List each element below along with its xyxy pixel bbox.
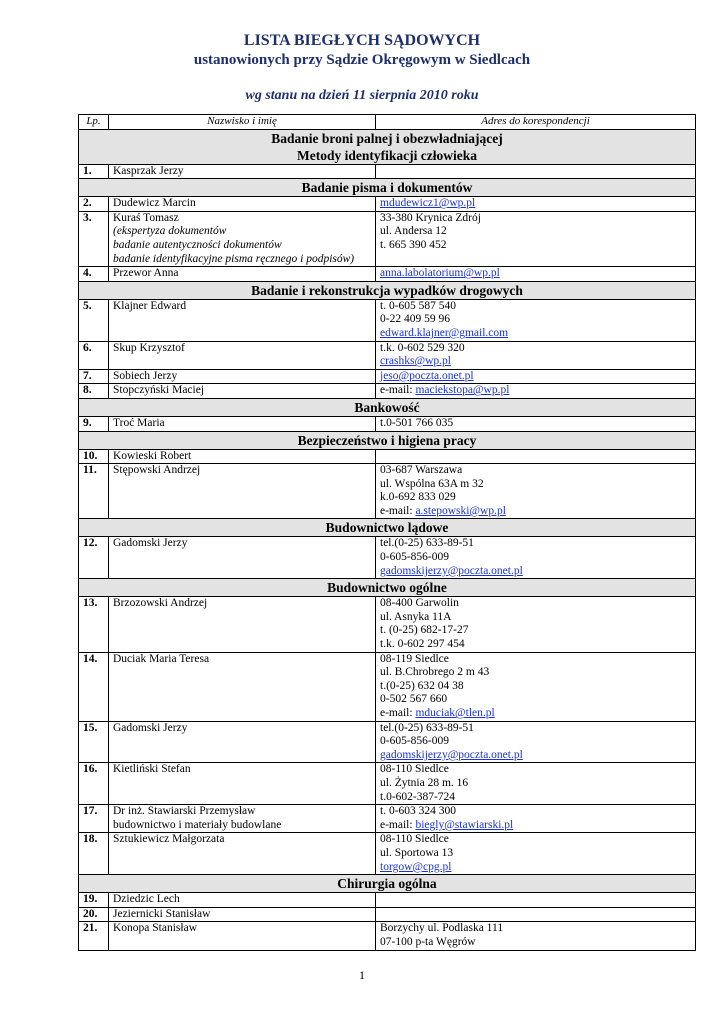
row-name-cell [109,537,376,579]
address-line [380,342,691,356]
address-line [380,805,691,819]
address-line [380,417,691,431]
address-text: ul. Asnyka 11A [380,610,452,623]
row-number: 5. [79,299,109,341]
address-text: 33-380 Krynica Zdrój [380,211,481,224]
expert-name-line: Sobiech Jerzy [113,369,178,382]
row-name-cell [109,597,376,652]
row-address-cell [376,833,696,875]
table-row [79,384,696,399]
row-number: 10. [79,449,109,464]
section-title [79,431,696,449]
email-link[interactable]: a.stepowski@wp.pl [415,504,506,517]
section-header-row [79,519,696,537]
address-line [380,819,691,833]
address-text: ul. Andersa 12 [380,225,447,238]
row-number: 16. [79,763,109,805]
expert-name-line: Kietliński Stefan [113,763,191,776]
address-text: edward.klajner@gmail.com [380,326,509,339]
address-line [380,551,691,565]
expert-name-line: Dziedzic Lech [113,893,180,906]
section-title-line: Badanie i rekonstrukcja wypadków drogowych [251,282,523,298]
address-line [380,597,691,611]
header-lp: Lp. [79,115,109,130]
section-title [79,519,696,537]
row-address-cell [376,211,696,266]
row-address-cell [376,907,696,922]
expert-name-line: Troć Maria [113,416,165,429]
row-number: 15. [79,721,109,763]
section-title-line: Bankowość [354,399,420,415]
row-address-cell [376,267,696,282]
expert-name-line: Brzozowski Andrzej [113,597,208,610]
expert-name-line: Stępowski Andrzej [113,464,201,477]
expert-name-line: Kasprzak Jerzy [113,164,184,177]
address-line [380,611,691,625]
table-row [79,267,696,282]
address-line [380,505,691,519]
address-text: 0-22 409 59 96 [380,313,450,326]
table-row [79,833,696,875]
section-title-line: Badanie pisma i dokumentów [301,180,473,196]
address-line [380,653,691,667]
email-link[interactable]: mduciak@tlen.pl [415,707,495,719]
table-row [79,721,696,763]
row-name-cell [109,164,376,179]
table-row [79,464,696,519]
table-row [79,652,696,721]
row-address-cell [376,164,696,179]
row-name-cell [109,652,376,721]
row-number: 6. [79,341,109,369]
row-address-cell [376,416,696,431]
row-name-cell [109,833,376,875]
address-text: k.0-692 833 029 [380,491,456,504]
expert-name-line: Sztukiewicz Małgorzata [113,833,225,846]
address-text: torgow@cpg.pl [380,860,452,873]
section-title [79,875,696,893]
row-address-cell [376,197,696,212]
email-link[interactable] [380,565,691,579]
row-address-cell [376,449,696,464]
address-line [380,763,691,777]
header-name: Nazwisko i imię [109,115,376,130]
address-text: 08-400 Garwolin [380,597,459,610]
table-row [79,597,696,652]
address-line [380,847,691,861]
expert-name-line: Skup Krzysztof [113,341,185,354]
row-address-cell [376,721,696,763]
email-link[interactable] [380,197,691,211]
address-text: t.(0-25) 632 04 38 [380,679,464,692]
row-number: 14. [79,652,109,721]
row-address-cell [376,922,696,950]
address-text: t.0-602-387-724 [380,790,456,803]
address-text: Borzychy ul. Podlaska 111 [380,922,504,935]
row-number: 20. [79,907,109,922]
address-line [380,707,691,721]
email-link[interactable] [380,370,691,384]
address-text: 08-110 Siedlce [380,833,449,846]
expert-name-line: Gadomski Jerzy [113,537,188,550]
section-header-row [79,875,696,893]
row-number: 8. [79,384,109,399]
address-text: tel.(0-25) 633-89-51 [380,537,474,550]
address-text: t. 0-605 587 540 [380,299,457,312]
row-name-cell [109,464,376,519]
row-name-cell [109,416,376,431]
section-header-row [79,281,696,299]
row-name-cell [109,369,376,384]
row-number: 21. [79,922,109,950]
row-address-cell [376,384,696,399]
document-title: LISTA BIEGŁYCH SĄDOWYCH [243,32,481,49]
email-link[interactable] [380,861,691,875]
section-header-row [79,179,696,197]
table-row [79,416,696,431]
table-row [79,341,696,369]
address-text: t. (0-25) 682-17-27 [380,624,469,637]
address-text: 0-502 567 660 [380,693,448,706]
row-number: 13. [79,597,109,652]
address-text: ul. Wspólna 63A m 32 [380,477,484,490]
row-name-cell [109,197,376,212]
email-link[interactable]: biegly@stawiarski.pl [415,818,514,831]
address-text: t. 665 390 452 [380,238,447,251]
address-line [380,680,691,694]
address-line [380,300,691,314]
address-text: e-mail: [380,504,416,517]
row-number: 1. [79,164,109,179]
table-row [79,805,696,833]
expert-name-line: Klajner Edward [113,299,187,312]
section-title-line: Badanie broni palnej i obezwładniającej [271,130,503,146]
experts-table [78,114,696,951]
row-number: 17. [79,805,109,833]
expert-name-line: Stopczyński Maciej [113,384,205,397]
section-title [79,579,696,597]
address-text: 07-100 p-ta Węgrów [380,935,476,948]
address-text: 0-605-856-009 [380,551,449,564]
row-name-cell [109,907,376,922]
address-line [380,478,691,492]
table-row [79,164,696,179]
row-name-cell [109,384,376,399]
address-line [380,537,691,551]
address-line [380,777,691,791]
table-row [79,537,696,579]
table-header-row [79,115,696,130]
row-address-cell [376,537,696,579]
table-row [79,893,696,908]
row-address-cell [376,369,696,384]
address-text: crashks@wp.pl [380,355,451,368]
row-number: 11. [79,464,109,519]
address-text: ul. Sportowa 13 [380,846,454,859]
row-name-cell [109,267,376,282]
address-text: ul. B.Chrobrego 2 m 43 [380,666,490,679]
address-line [380,735,691,749]
expert-name-line: badanie identyfikacyjne pisma ręcznego i podpisów) [113,252,355,265]
address-text: e-mail: [380,707,416,719]
row-address-cell [376,893,696,908]
table-row [79,763,696,805]
address-text: anna.labolatorium@wp.pl [380,267,500,280]
table-row [79,299,696,341]
document-subtitle: ustanowionych przy Sądzie Okręgowym w Siedlcach [193,52,531,68]
address-text: gadomskijerzy@poczta.onet.pl [380,748,523,761]
address-text: t.0-501 766 035 [380,416,454,429]
table-row [79,197,696,212]
address-text: t.k. 0-602 297 454 [380,638,465,651]
row-address-cell [376,763,696,805]
address-line [380,791,691,805]
address-text: 08-119 Siedlce [380,652,449,665]
address-line [380,936,691,950]
section-title-line: Metody identyfikacji człowieka [297,147,477,163]
section-title [79,281,696,299]
table-row [79,449,696,464]
address-text: jeso@poczta.onet.pl [380,369,474,382]
email-link[interactable] [380,267,691,281]
row-number: 2. [79,197,109,212]
section-header-row [79,129,696,164]
email-link[interactable]: maciekstopa@wp.pl [415,384,510,397]
table-row [79,211,696,266]
address-line [380,464,691,478]
section-title [79,129,696,164]
section-header-row [79,398,696,416]
expert-name-line: budownictwo i materiały budowlane [113,818,282,831]
address-text: 0-605-856-009 [380,735,449,748]
address-text: 03-687 Warszawa [380,464,463,477]
date-line: wg stanu na dzień 11 sierpnia 2010 roku [245,88,479,103]
row-name-cell [109,922,376,950]
row-name-cell [109,341,376,369]
address-line [380,212,691,226]
expert-name-line: Dudewicz Marcin [113,197,196,210]
row-address-cell [376,805,696,833]
table-row [79,907,696,922]
row-number: 3. [79,211,109,266]
section-title-line: Chirurgia ogólna [337,876,437,892]
address-text: ul. Żytnia 28 m. 16 [380,776,469,789]
email-link[interactable] [380,355,691,369]
row-number: 12. [79,537,109,579]
table-row [79,369,696,384]
row-number: 7. [79,369,109,384]
address-line [380,239,691,253]
address-text: t.k. 0-602 529 320 [380,341,465,354]
table-row [79,922,696,950]
row-name-cell [109,893,376,908]
expert-name-line: Konopa Stanisław [113,922,198,935]
row-address-cell [376,464,696,519]
address-line [380,922,691,936]
row-name-cell [109,763,376,805]
row-name-cell [109,211,376,266]
address-line [380,225,691,239]
section-title [79,179,696,197]
expert-name-line: Duciak Maria Teresa [113,652,210,665]
address-text: tel.(0-25) 633-89-51 [380,721,474,734]
address-line [380,638,691,652]
row-address-cell [376,652,696,721]
section-header-row [79,579,696,597]
section-title [79,398,696,416]
address-line [380,384,691,398]
row-address-cell [376,341,696,369]
address-line [380,722,691,736]
section-title-line: Budownictwo lądowe [325,520,449,536]
address-line [380,491,691,505]
address-line [380,666,691,680]
expert-name-line: badanie autentyczności dokumentów [113,238,282,251]
address-line [380,313,691,327]
row-number: 9. [79,416,109,431]
row-name-cell [109,721,376,763]
row-number: 4. [79,267,109,282]
row-number: 19. [79,893,109,908]
header-address: Adres do korespondencji [376,115,696,130]
expert-name-line: Przewor Anna [113,267,179,280]
row-address-cell [376,597,696,652]
section-title-line: Budownictwo ogólne [327,580,447,596]
address-text: t. 0-603 324 300 [380,805,457,818]
address-text: e-mail: [380,384,416,397]
expert-name-line: Jeziernicki Stanisław [113,907,211,920]
address-text: mdudewicz1@wp.pl [380,197,476,210]
page-number: 1 [359,968,365,982]
expert-name-line: Gadomski Jerzy [113,721,188,734]
expert-name-line: Kowieski Robert [113,449,192,462]
expert-name-line: Dr inż. Stawiarski Przemysław [113,805,256,818]
row-number: 18. [79,833,109,875]
section-title-line: Bezpieczeństwo i higiena pracy [297,432,477,448]
email-link[interactable] [380,749,691,763]
address-line [380,693,691,707]
email-link[interactable] [380,327,691,341]
section-header-row [79,431,696,449]
expert-name-line: (ekspertyza dokumentów [113,225,227,238]
address-text: e-mail: [380,818,416,831]
address-line [380,624,691,638]
address-text: gadomskijerzy@poczta.onet.pl [380,564,523,577]
expert-name-line: Kuraś Tomasz [113,211,179,224]
row-name-cell [109,805,376,833]
address-line [380,833,691,847]
row-name-cell [109,299,376,341]
row-name-cell [109,449,376,464]
row-address-cell [376,299,696,341]
address-text: 08-110 Siedlce [380,763,449,776]
